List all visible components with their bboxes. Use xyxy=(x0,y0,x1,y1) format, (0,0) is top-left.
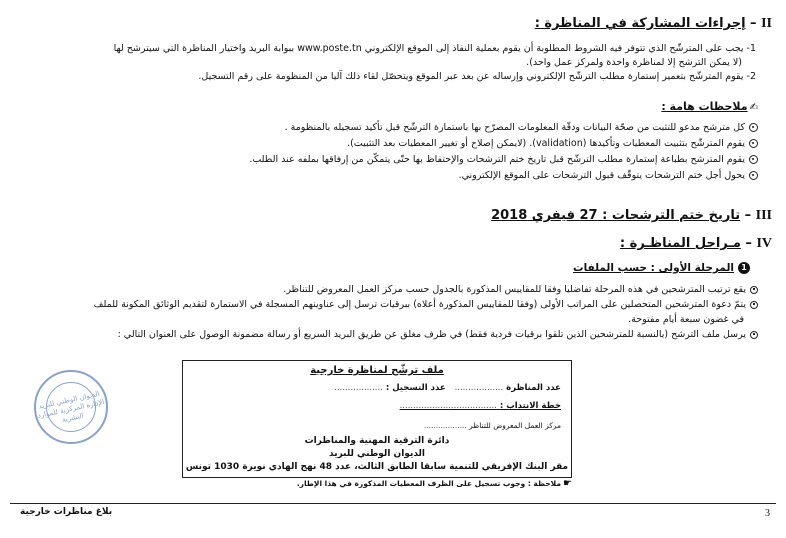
bullet-icon xyxy=(749,171,758,180)
step-item: (لا يمكن الترشح إلا لمناظرة واحدة ولمركز عمل واحد). xyxy=(526,57,742,68)
pointing-hand-icon: ☛ xyxy=(563,478,572,489)
bullet-icon xyxy=(750,301,758,309)
envelope-title: ملف ترشّح لمناظرة خارجية xyxy=(310,365,444,376)
bullet-icon xyxy=(749,155,758,164)
bullet-icon xyxy=(749,123,758,132)
phase-number: 1 xyxy=(738,262,750,274)
note-item: يحول أجل ختم الترشحات يتوقّف قبول الترشحات على الموقع الإلكتروني. xyxy=(18,168,758,184)
phase-heading: 1المرحلة الأولى : حسب الملفات xyxy=(573,262,750,274)
step-item: 2- يقوم المترشّح بتعمير إستمارة مطلب الترشّح الإلكتروني وإرساله عن بعد عبر الموقع ويتحصّل لقاء ذلك آليا من المنظومة على رقم التسجيل. xyxy=(198,71,756,82)
section-title: تاريخ ختم الترشحات : 27 فيفري 2018 xyxy=(491,208,741,223)
envelope-note: ☛ملاحظة : وجوب تسجيل على الظرف المعطيات المذكورة في هذا الإطار. xyxy=(296,478,572,489)
bullet-icon xyxy=(749,139,758,148)
note-item: يقوم المترشح بطباعة إستمارة مطلب الترشّح قبل تاريخ ختم الترشحات والإحتفاظ بها حتّى يتمكّن من إرفاقها بملفه عند الطلب. xyxy=(18,152,758,168)
notes-list xyxy=(18,120,758,184)
phase-item: يرسل ملف الترشح (بالنسبة للمترشحين الذين تلقوا برقيات فردية فقط) في ظرف مغلق عن طريق البريد السريع أو رسالة مضمونة الوصول على العنوان التالي : xyxy=(18,327,758,342)
section-title: مـراحل المناظـرة : xyxy=(619,236,741,251)
envelope-position-line: خطة الانتداب : .................................... xyxy=(399,401,561,411)
bullet-icon xyxy=(750,331,758,339)
stamp-text: الديوان الوطني للبريد الإدارة المركزية للموارد البشرية xyxy=(36,389,105,425)
note-item: كل مترشح مدعو للتثبت من صحّة البيانات ودقّة المعلومات المصرّح بها باستمارة الترشّح قبل تأكيد تسجيله بالمنظومة . xyxy=(18,120,758,136)
envelope-center-line: مركز العمل المعروض للتناظر .................. xyxy=(423,421,561,430)
note-item: يقوم المترشّح بتثبيت المعطيات وتأكيدها (validation). (لايمكن إصلاح أو تغيير المعطيات بعد التثبيت). xyxy=(18,136,758,152)
footer-divider xyxy=(10,503,776,504)
pencil-icon: ✍ xyxy=(749,102,758,113)
envelope-competition-line: عدد المناظرة .................. عدد التسجيل : .................. xyxy=(334,383,561,393)
envelope-address-line: مقر البنك الإفريقي للتنمية سابقا الطابق الثالث، عدد 48 نهج الهادي نويرة 1030 تونس xyxy=(185,462,569,472)
official-stamp xyxy=(34,370,108,444)
page-number: 3 xyxy=(765,508,770,519)
phase-item: يقع ترتيب المترشحين في هذه المرحلة تفاضليا وفقا للمقاييس المذكورة بالجدول حسب مركز العمل المعروض للتناظر. xyxy=(18,282,758,297)
notes-heading: ✍ملاحظات هامة : xyxy=(661,100,758,113)
bullet-icon xyxy=(750,286,758,294)
section-heading-deadline: III – تاريخ ختم الترشحات : 27 فيفري 2018 xyxy=(491,208,772,223)
phase-item: في غضون سبعة أيام مفتوحة. xyxy=(628,314,744,325)
section-title: إجراءات المشاركة في المناظرة : xyxy=(534,16,746,31)
footer-label: بلاغ مناظرات خارجية xyxy=(20,507,113,517)
phase-item: يتمّ دعوة المترشحين المتحصلين على المراتب الأولى (وفقا للمقاييس المذكورة أعلاه) ببرقيات ترسل إلى عناوينهم المسجلة في الاستمارة لتقديم الوثائق المكونة للملف xyxy=(18,297,758,312)
section-number: III xyxy=(755,208,772,223)
step-item: 1- يجب على المترشّح الذي تتوفر فيه الشروط المطلوبة أن يقوم بعملية النفاذ إلى الموقع الإلكتروني www.poste.tn ببوابة البريد واختيار المناظرة التي سيترشح لها xyxy=(113,43,756,54)
section-heading-stages: IV – مـراحل المناظـرة : xyxy=(619,236,772,251)
section-number: IV xyxy=(756,236,772,251)
envelope-address-line: دائرة الترقية المهنية والمناظرات xyxy=(304,436,450,446)
participation-steps xyxy=(16,42,756,84)
envelope-label-box xyxy=(182,360,572,478)
envelope-address-line: الديوان الوطني للبريد xyxy=(329,449,425,459)
section-heading-participation: II – إجراءات المشاركة في المناظرة : xyxy=(534,16,772,31)
section-number: II xyxy=(761,16,772,31)
phase-items xyxy=(18,282,758,342)
